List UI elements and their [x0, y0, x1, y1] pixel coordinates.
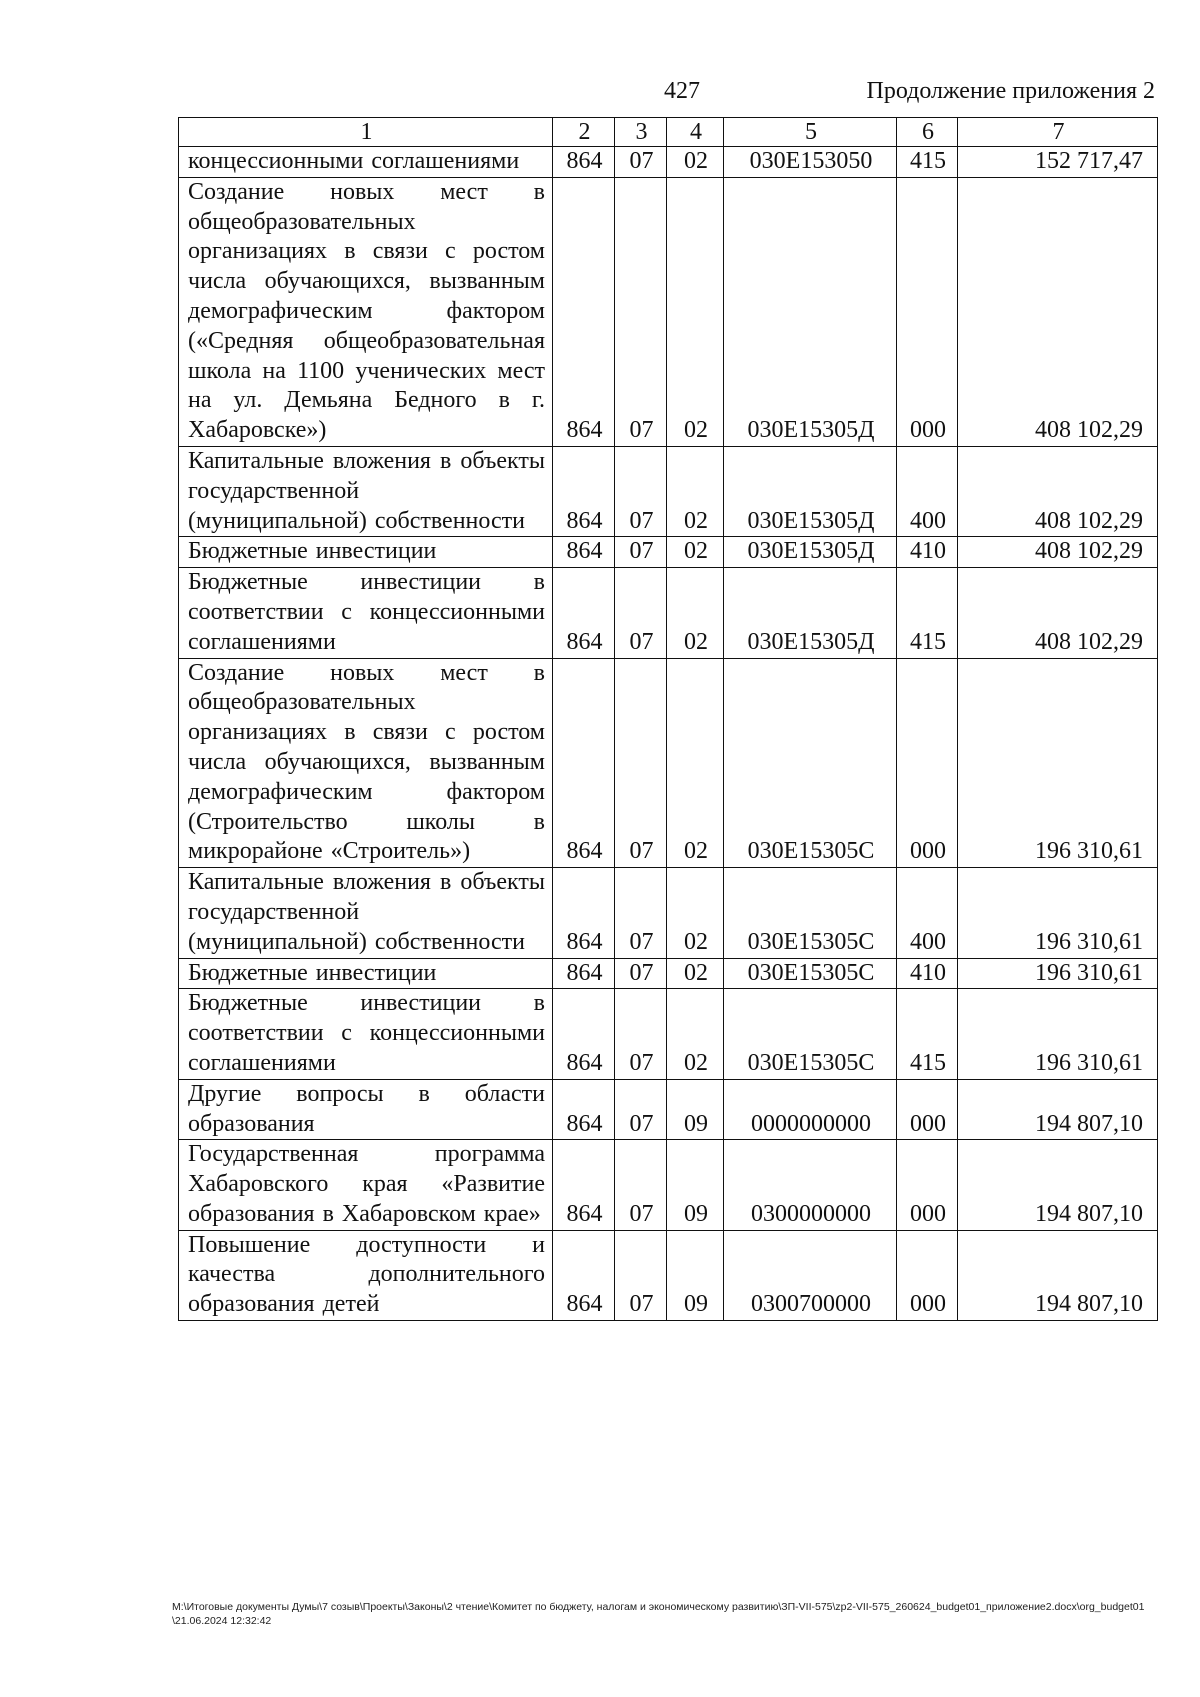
- subsection-cell: 02: [667, 989, 724, 1079]
- row-name-cell: Бюджетные инвестиции: [179, 537, 553, 568]
- table-row: [179, 868, 1158, 958]
- target-article-cell: 030Е153050: [724, 147, 897, 178]
- continuation-note: Продолжение приложения 2: [866, 78, 1155, 104]
- code-cell: 864: [553, 177, 615, 446]
- target-article-cell: 030Е15305Д: [724, 446, 897, 536]
- section-cell: 07: [615, 658, 667, 868]
- table-body: [179, 118, 1158, 1321]
- expense-type-cell: 410: [897, 537, 958, 568]
- amount-cell: 196 310,61: [958, 958, 1158, 989]
- code-cell: 864: [553, 1140, 615, 1230]
- target-article-cell: 030Е15305С: [724, 958, 897, 989]
- code-cell: 864: [553, 989, 615, 1079]
- code-cell: 864: [553, 446, 615, 536]
- section-cell: 07: [615, 1140, 667, 1230]
- row-name-cell: концессионными соглашениями: [179, 147, 553, 178]
- page-number: 427: [664, 78, 700, 104]
- subsection-cell: 02: [667, 147, 724, 178]
- target-article-cell: 0300700000: [724, 1230, 897, 1320]
- subsection-cell: 09: [667, 1230, 724, 1320]
- page-header: [0, 74, 1200, 110]
- table-row: [179, 177, 1158, 446]
- column-header: 6: [897, 118, 958, 147]
- target-article-cell: 030Е15305Д: [724, 537, 897, 568]
- target-article-cell: 030Е15305С: [724, 658, 897, 868]
- section-cell: 07: [615, 537, 667, 568]
- expense-type-cell: 410: [897, 958, 958, 989]
- table-row: [179, 446, 1158, 536]
- expense-type-cell: 400: [897, 868, 958, 958]
- target-article-cell: 030Е15305Д: [724, 177, 897, 446]
- section-cell: 07: [615, 1230, 667, 1320]
- table-row: [179, 658, 1158, 868]
- expense-type-cell: 400: [897, 446, 958, 536]
- code-cell: 864: [553, 868, 615, 958]
- column-header: 1: [179, 118, 553, 147]
- table-row: [179, 958, 1158, 989]
- row-name-cell: Капитальные вложения в объекты государственной (муниципальной) собственности: [179, 868, 553, 958]
- table-row: [179, 147, 1158, 178]
- table-row: [179, 989, 1158, 1079]
- row-name-cell: Бюджетные инвестиции в соответствии с концессионными соглашениями: [179, 989, 553, 1079]
- table-row: [179, 568, 1158, 658]
- section-cell: 07: [615, 868, 667, 958]
- expense-type-cell: 000: [897, 1230, 958, 1320]
- target-article-cell: 0000000000: [724, 1079, 897, 1140]
- code-cell: 864: [553, 568, 615, 658]
- subsection-cell: 02: [667, 568, 724, 658]
- subsection-cell: 02: [667, 868, 724, 958]
- amount-cell: 194 807,10: [958, 1079, 1158, 1140]
- target-article-cell: 030Е15305Д: [724, 568, 897, 658]
- table-row: [179, 1079, 1158, 1140]
- column-header: 4: [667, 118, 724, 147]
- expense-type-cell: 415: [897, 568, 958, 658]
- subsection-cell: 09: [667, 1079, 724, 1140]
- section-cell: 07: [615, 147, 667, 178]
- amount-cell: 408 102,29: [958, 537, 1158, 568]
- amount-cell: 196 310,61: [958, 989, 1158, 1079]
- expense-type-cell: 000: [897, 1140, 958, 1230]
- amount-cell: 194 807,10: [958, 1140, 1158, 1230]
- amount-cell: 196 310,61: [958, 868, 1158, 958]
- code-cell: 864: [553, 537, 615, 568]
- row-name-cell: Создание новых мест в общеобразовательных организациях в связи с ростом числа обучающихся, вызванным демографическим фактором (Строительство школы в микрорайоне «Строитель»): [179, 658, 553, 868]
- amount-cell: 196 310,61: [958, 658, 1158, 868]
- section-cell: 07: [615, 958, 667, 989]
- target-article-cell: 030Е15305С: [724, 868, 897, 958]
- expense-type-cell: 415: [897, 147, 958, 178]
- table-row: [179, 1140, 1158, 1230]
- subsection-cell: 02: [667, 177, 724, 446]
- table-header-row: [179, 118, 1158, 147]
- row-name-cell: Повышение доступности и качества дополнительного образования детей: [179, 1230, 553, 1320]
- row-name-cell: Бюджетные инвестиции в соответствии с концессионными соглашениями: [179, 568, 553, 658]
- expense-type-cell: 415: [897, 989, 958, 1079]
- column-header: 7: [958, 118, 1158, 147]
- target-article-cell: 030Е15305С: [724, 989, 897, 1079]
- row-name-cell: Государственная программа Хабаровского края «Развитие образования в Хабаровском крае»: [179, 1140, 553, 1230]
- code-cell: 864: [553, 147, 615, 178]
- expense-type-cell: 000: [897, 658, 958, 868]
- amount-cell: 152 717,47: [958, 147, 1158, 178]
- subsection-cell: 02: [667, 958, 724, 989]
- expense-type-cell: 000: [897, 177, 958, 446]
- row-name-cell: Создание новых мест в общеобразовательных организациях в связи с ростом числа обучающихся, вызванным демографическим фактором («Средняя общеобразовательная школа на 1100 ученических мест на ул. Демьяна Бедного в г. Хабаровске»): [179, 177, 553, 446]
- row-name-cell: Другие вопросы в области образования: [179, 1079, 553, 1140]
- amount-cell: 408 102,29: [958, 446, 1158, 536]
- budget-table: [178, 117, 1158, 1321]
- column-header: 3: [615, 118, 667, 147]
- table-row: [179, 537, 1158, 568]
- target-article-cell: 0300000000: [724, 1140, 897, 1230]
- amount-cell: 194 807,10: [958, 1230, 1158, 1320]
- code-cell: 864: [553, 958, 615, 989]
- code-cell: 864: [553, 1230, 615, 1320]
- section-cell: 07: [615, 989, 667, 1079]
- column-header: 5: [724, 118, 897, 147]
- expense-type-cell: 000: [897, 1079, 958, 1140]
- subsection-cell: 02: [667, 537, 724, 568]
- section-cell: 07: [615, 446, 667, 536]
- section-cell: 07: [615, 177, 667, 446]
- row-name-cell: Бюджетные инвестиции: [179, 958, 553, 989]
- section-cell: 07: [615, 568, 667, 658]
- code-cell: 864: [553, 658, 615, 868]
- subsection-cell: 02: [667, 446, 724, 536]
- subsection-cell: 09: [667, 1140, 724, 1230]
- amount-cell: 408 102,29: [958, 568, 1158, 658]
- column-header: 2: [553, 118, 615, 147]
- table-row: [179, 1230, 1158, 1320]
- row-name-cell: Капитальные вложения в объекты государственной (муниципальной) собственности: [179, 446, 553, 536]
- code-cell: 864: [553, 1079, 615, 1140]
- file-path-footer: M:\Итоговые документы Думы\7 созыв\Проекты\Законы\2 чтение\Комитет по бюджету, налогам и экономическому развитию\ЗП-VII-575\zp2-VII-575_260624_budget01_приложение2.docx\org_budget01\21.06.2024 12:32:42: [172, 1601, 1145, 1627]
- subsection-cell: 02: [667, 658, 724, 868]
- section-cell: 07: [615, 1079, 667, 1140]
- amount-cell: 408 102,29: [958, 177, 1158, 446]
